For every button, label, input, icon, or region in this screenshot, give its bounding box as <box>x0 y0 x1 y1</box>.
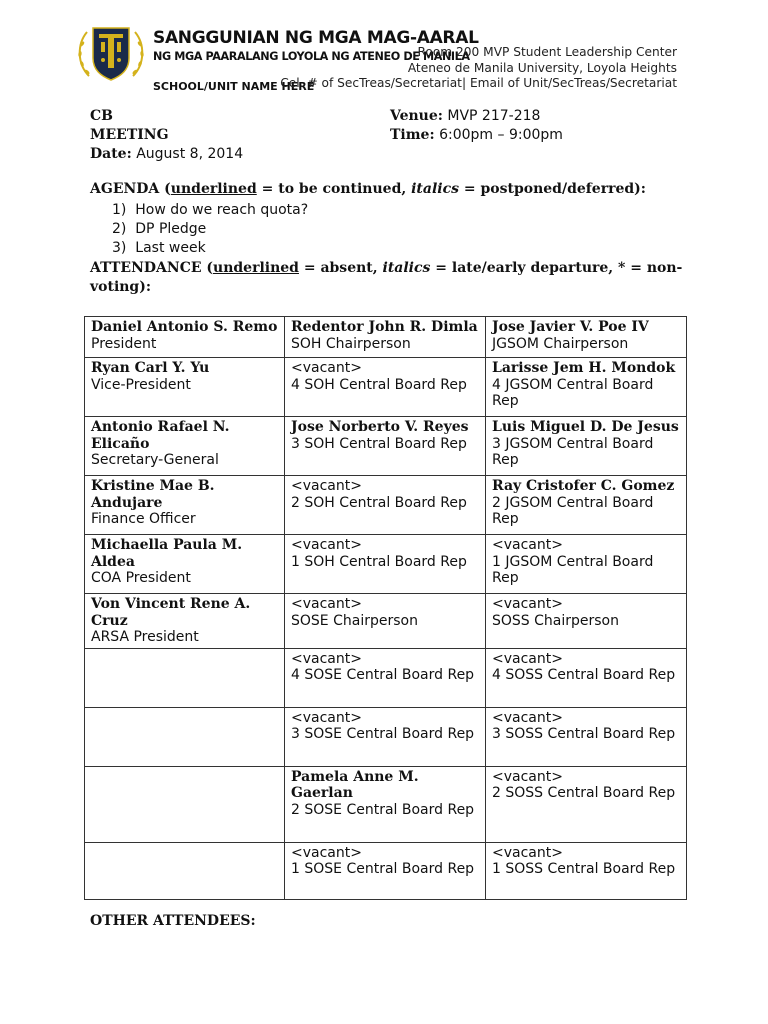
date-label: Date: <box>90 146 132 162</box>
attendee-cell <box>85 766 285 842</box>
attendee-position: COA President <box>91 570 191 586</box>
attendee-position: 3 JGSOM Central Board Rep <box>492 435 654 468</box>
attendee-cell <box>85 842 285 899</box>
attendee-cell <box>285 842 486 899</box>
attendee-name: Ryan Carl Y. Yu <box>91 360 210 376</box>
address-line-3: Cel. # of SecTreas/Secretariat| Email of Unit/SecTreas/Secretariat <box>280 76 677 90</box>
agenda-list <box>112 201 308 258</box>
attendee-position: 3 SOH Central Board Rep <box>291 435 467 452</box>
attendee-position: <vacant> 4 SOSS Central Board Rep <box>492 650 676 683</box>
venue-label: Venue: <box>390 108 443 124</box>
attendee-cell <box>486 358 687 417</box>
attendee-cell <box>486 594 687 649</box>
attendee-name: Larisse Jem H. Mondok <box>492 360 676 376</box>
table-row <box>85 417 687 476</box>
attendee-position: <vacant> 2 SOH Central Board Rep <box>291 478 467 511</box>
meeting-venue <box>390 107 540 126</box>
attendee-position: <vacant> 1 SOH Central Board Rep <box>291 537 467 570</box>
attendee-cell <box>486 535 687 594</box>
date-value: August 8, 2014 <box>136 146 244 162</box>
attendee-cell <box>486 842 687 899</box>
attendee-cell <box>285 476 486 535</box>
attendee-position: 2 SOSE Central Board Rep <box>291 801 475 818</box>
meeting-type-line2: MEETING <box>90 127 169 143</box>
attendee-cell <box>85 594 285 649</box>
attendee-position: President <box>91 335 157 352</box>
attendance-table <box>84 316 687 900</box>
other-attendees-label: OTHER ATTENDEES: <box>90 913 256 929</box>
attendee-cell <box>486 648 687 707</box>
table-row <box>85 842 687 899</box>
attendee-cell <box>85 317 285 358</box>
agenda-heading: AGENDA (underlined = to be continued, italics = postponed/deferred): <box>90 181 646 197</box>
attendee-name: Pamela Anne M. Gaerlan <box>291 768 419 801</box>
attendee-cell <box>285 417 486 476</box>
attendee-position: JGSOM Chairperson <box>492 335 629 352</box>
attendee-cell <box>285 594 486 649</box>
agenda-item: 1) How do we reach quota? <box>112 202 309 218</box>
attendee-position: Vice-President <box>91 376 191 393</box>
table-row <box>85 476 687 535</box>
attendee-cell <box>486 476 687 535</box>
table-row <box>85 766 687 842</box>
attendee-cell <box>486 766 687 842</box>
table-row <box>85 535 687 594</box>
attendee-position: <vacant> 1 SOSS Central Board Rep <box>492 844 676 877</box>
org-name: SANGGUNIAN NG MGA MAG-AARAL <box>153 28 479 48</box>
attendee-cell <box>285 648 486 707</box>
attendee-position: ARSA President <box>91 629 199 645</box>
meeting-time <box>390 126 563 145</box>
attendee-position: 4 JGSOM Central Board Rep <box>492 376 654 409</box>
time-value: 6:00pm – 9:00pm <box>439 127 563 143</box>
attendee-name: Ray Cristofer C. Gomez <box>492 478 675 494</box>
org-subtitle: NG MGA PAARALANG LOYOLA NG ATENEO DE MANILA <box>153 50 470 63</box>
attendee-cell <box>85 707 285 766</box>
venue-value: MVP 217-218 <box>447 108 541 124</box>
attendee-name: Luis Miguel D. De Jesus <box>492 419 679 435</box>
meeting-date <box>90 145 243 164</box>
time-label: Time: <box>390 127 435 143</box>
attendee-position: <vacant> 3 SOSS Central Board Rep <box>492 709 676 742</box>
table-row <box>85 594 687 649</box>
attendee-position: <vacant> 2 SOSS Central Board Rep <box>492 768 676 801</box>
attendee-cell <box>486 707 687 766</box>
attendee-cell <box>85 648 285 707</box>
table-row <box>85 317 687 358</box>
attendee-position: Secretary-General <box>91 452 219 468</box>
attendee-name: Daniel Antonio S. Remo <box>91 319 278 335</box>
attendee-name: Kristine Mae B. Andujare <box>91 478 215 511</box>
attendee-cell <box>285 358 486 417</box>
org-seal-logo <box>75 24 147 84</box>
attendee-cell <box>285 535 486 594</box>
attendee-name: Antonio Rafael N. Elicaño <box>91 419 230 452</box>
attendee-position: <vacant> 4 SOSE Central Board Rep <box>291 650 475 683</box>
address-line-1: Room 200 MVP Student Leadership Center <box>417 45 677 59</box>
attendee-cell <box>486 317 687 358</box>
attendee-name: Jose Javier V. Poe IV <box>492 319 649 335</box>
attendee-position: Finance Officer <box>91 511 196 527</box>
attendee-cell <box>285 317 486 358</box>
table-row <box>85 358 687 417</box>
attendee-position: <vacant> SOSE Chairperson <box>291 596 418 629</box>
attendance-heading: ATTENDANCE (underlined = absent, italics = late/early departure, * = non-voting): <box>90 260 683 295</box>
attendee-position: 2 JGSOM Central Board Rep <box>492 494 654 527</box>
table-row <box>85 707 687 766</box>
attendee-cell <box>85 358 285 417</box>
attendee-cell <box>85 417 285 476</box>
meeting-type-line1: CB <box>90 108 113 124</box>
attendee-cell <box>285 766 486 842</box>
table-row <box>85 648 687 707</box>
attendee-name: Michaella Paula M. Aldea <box>91 537 243 570</box>
attendee-cell <box>85 535 285 594</box>
attendee-position: <vacant> SOSS Chairperson <box>492 596 619 629</box>
attendee-name: Von Vincent Rene A. Cruz <box>91 596 251 629</box>
attendee-position: <vacant> 4 SOH Central Board Rep <box>291 360 467 393</box>
attendee-position: <vacant> 1 SOSE Central Board Rep <box>291 844 475 877</box>
unit-name-placeholder: SCHOOL/UNIT NAME HERE <box>153 80 315 93</box>
address-line-2: Ateneo de Manila University, Loyola Heights <box>407 61 677 75</box>
attendee-position: <vacant> 1 JGSOM Central Board Rep <box>492 537 654 586</box>
attendee-cell <box>285 707 486 766</box>
attendee-cell <box>486 417 687 476</box>
attendee-position: SOH Chairperson <box>291 335 411 352</box>
attendee-name: Redentor John R. Dimla <box>291 319 478 335</box>
attendee-position: <vacant> 3 SOSE Central Board Rep <box>291 709 475 742</box>
agenda-item: 3) Last week <box>112 240 206 256</box>
agenda-item: 2) DP Pledge <box>112 221 207 237</box>
attendee-cell <box>85 476 285 535</box>
attendee-name: Jose Norberto V. Reyes <box>291 419 469 435</box>
